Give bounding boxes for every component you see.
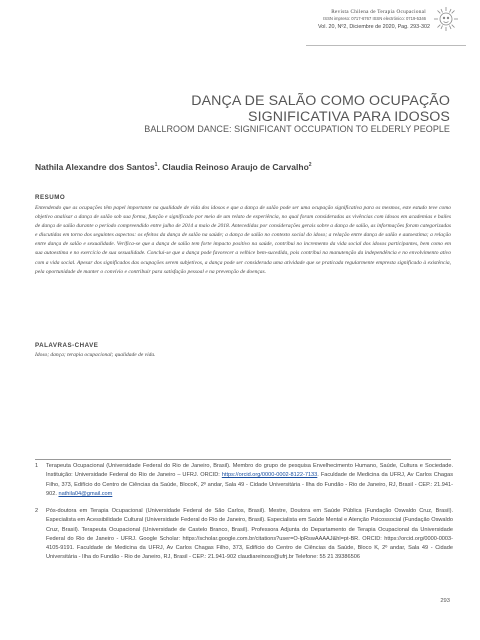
footnote-1-orcid-link[interactable]: https://orcid.org/0000-0002-8122-7133 <box>221 472 318 479</box>
author-2-note-ref[interactable]: 2 <box>308 162 312 169</box>
journal-volume: Vol. 20, Nº2, Diciembre de 2020, Pag. 293-302 <box>318 23 430 30</box>
footnote-1-text: Terapeuta Ocupacional (Universidade Federal do Rio de Janeiro, Brasil). Membro do grupo de pesquisa Envelhecimento Humano, Saúde, Cultura e Sociedade. Instituição: Universidade Federal do Rio de Janeiro – UFRJ. ORCID: <box>46 463 453 479</box>
journal-name: Revista Chilena de Terapia Ocupacional <box>331 9 426 15</box>
author-separator: . <box>157 162 163 172</box>
title-line-1: DANÇA DE SALÃO COMO OCUPAÇÃO <box>191 93 450 109</box>
footnote-divider <box>35 459 451 460</box>
footnote-1-number: 1 <box>35 463 39 469</box>
footnote-2-text: Pós-doutora em Terapia Ocupacional (Universidade Federal de São Carlos, Brasil). Mestre, Doutora em Saúde Pública (Fundação Oswaldo Cruz, Brasil). Especialista em Acessibilidade Cultural (Universidade Federal do Rio de Janeiro, Brasil). Especialista em Saúde Mental e Atenção Psicossocial (Fundação Oswaldo Cruz, Brasil). Terapeuta Ocupacional (Universidade de Castelo Branco, Brasil). Professora Adjunta do Departamento de Terapia Ocupacional da Universidade Federal do Rio de Janeiro - UFRJ. Google Scholar: https://scholar.google.com.br/citations?user=O-lpRswAAAAJ&hl=pt-BR. ORCID: https://orcid.org/0000-0003-4105-9191. Faculdade de Medicina da UFRJ, Av Carlos Chagas Filho, 373, Edifício do Centro de Ciências da Saúde, Bloco K, 2º andar, Sala 49 - Cidade Universitária - Ilha do Fundão - Rio de Janeiro, RJ, Brasil - CEP.: 21.941-902 claudiareinoso@ufrj.br Telefone: 55 21 39386506 <box>46 508 453 561</box>
abstract-heading: RESUMO <box>35 194 66 201</box>
keywords-text: Idoso; dança; terapia ocupacional; qualidade de vida. <box>35 352 156 358</box>
author-2: Claudia Reinoso Araujo de Carvalho <box>162 162 309 172</box>
page-number: 293 <box>440 598 450 604</box>
footnote-1-address: . Faculdade de Medicina da UFRJ, Av Carlos Chagas Filho, 373, Edifício do Centro de Ciências da Saúde, BlocoK, 2º andar, Sala 49 - Cidade Universitária - Ilha do Fundão - Rio de Janeiro, RJ, Brasil - CEP.: 21.941-902. <box>46 472 453 497</box>
footnote-2-number: 2 <box>35 508 39 514</box>
article-title <box>120 93 450 125</box>
author-list <box>35 162 455 172</box>
footnote-2 <box>35 507 453 563</box>
journal-info <box>318 9 430 31</box>
journal-issn: ISSN impreso: 0717-6767 ISSN electrónico: 0719-5346 <box>323 16 426 21</box>
header-divider <box>306 45 466 46</box>
author-1-note-ref[interactable]: 1 <box>154 162 158 169</box>
article-subtitle: BALLROOM DANCE: SIGNIFICANT OCCUPATION TO ELDERLY PEOPLE <box>144 124 450 134</box>
keywords-heading: PALAVRAS-CHAVE <box>35 342 99 349</box>
author-1: Nathila Alexandre dos Santos <box>35 162 155 172</box>
footnote-1 <box>35 462 453 499</box>
sun-icon <box>431 6 461 38</box>
abstract-text: Entendendo que as ocupações têm papel importante na qualidade de vida dos idosos e que a dança de salão pode ser uma ocupação significativa para os mesmos, este estudo teve como objetivo analisar a dança de salão sob sua forma, função e significado por meio de um relato de experiência, no qual foram consideradas as vivências com idosos em academias e bailes de dança de salão durante o período compreendido entre julho de 2014 a maio de 2018. Antecedidas por considerações gerais sobre a dança de salão, as informações foram categorizadas e discutidas em torno dos seguintes aspectos: os efeitos da dança de salão na saúde; a dança de salão no contexto social do idoso; a relação entre dança de salão e autoestima; a relação entre dança de salão e sexualidade. Verifica-se que a dança de salão tem forte impacto positivo na saúde, contribui no incremento da vida social dos idosos participantes, bem como em sua autoestima e no exercício de sua sexualidade. Conclui-se que a dança pode favorecer a velhice bem-sucedida, pois contribui na manutenção da independência e no envolvimento ativo com a vida social. Apesar dos significados das ocupações serem subjetivos, a dança pode ser considerada uma atividade que se praticada regularmente empresta significado à existência, pela oportunidade de manter o convívio e contribuir para satisfação pessoal e na prevenção de doenças. <box>35 205 451 275</box>
title-line-2: SIGNIFICATIVA PARA IDOSOS <box>248 109 450 125</box>
footnote-1-email-link[interactable]: nathila04@gmail.com <box>58 490 113 497</box>
